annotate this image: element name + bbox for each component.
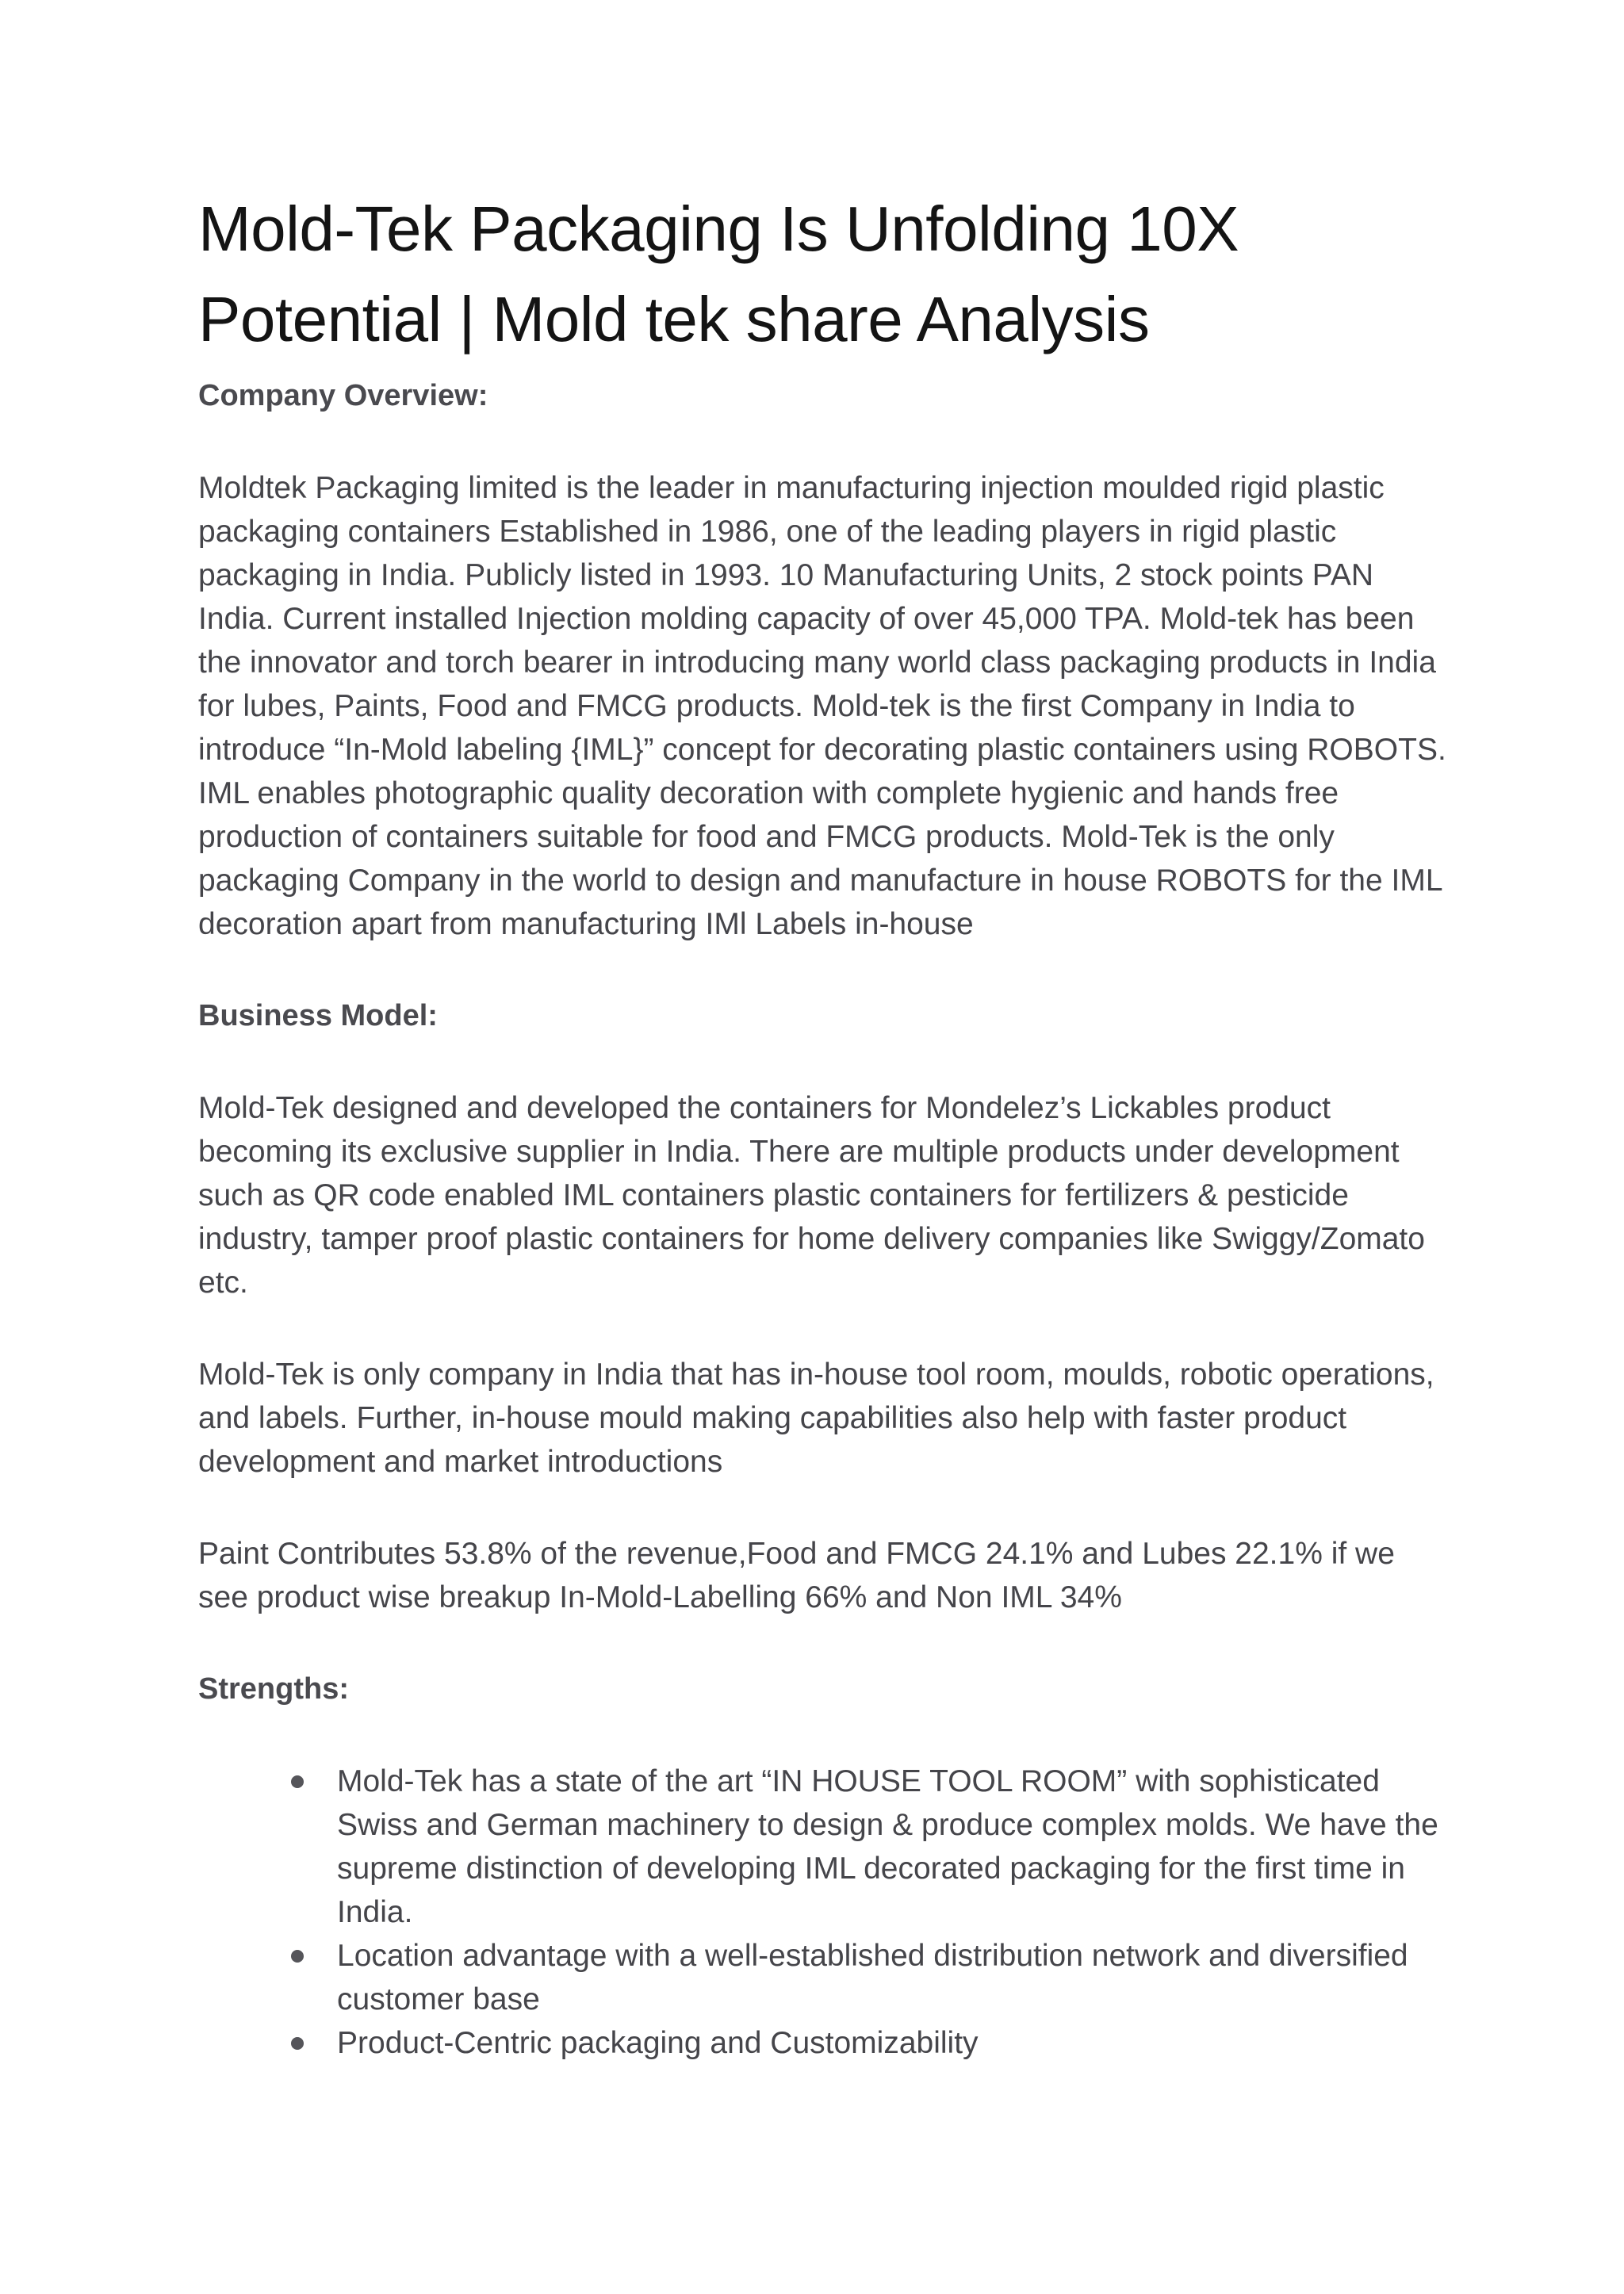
bullet-icon bbox=[291, 2037, 304, 2050]
business-model-paragraph: Mold-Tek designed and developed the containers for Mondelez’s Lickables product becoming its exclusive supplier in India. There are multiple products under development such as QR code enabled IML containers plastic containers for fertilizers & pesticide industry, tamper proof plastic containers for home delivery companies like Swiggy/Zomato etc. bbox=[198, 1091, 1425, 1300]
strengths-list bbox=[198, 1760, 1451, 2065]
list-item bbox=[337, 1934, 1451, 2021]
bullet-icon bbox=[291, 1775, 304, 1788]
document-title: Mold-Tek Packaging Is Unfolding 10X Potential | Mold tek share Analysis bbox=[198, 193, 1239, 354]
strengths-heading: Strengths: bbox=[198, 1672, 349, 1706]
bullet-icon bbox=[291, 1950, 304, 1963]
list-item bbox=[337, 2021, 1451, 2065]
document-page bbox=[198, 184, 1451, 2065]
business-model-paragraph: Mold-Tek is only company in India that has in-house tool room, moulds, robotic operations, and labels. Further, in-house mould making capabilities also help with faster product development and market introductions bbox=[198, 1358, 1434, 1479]
overview-heading: Company Overview: bbox=[198, 379, 488, 412]
list-item bbox=[337, 1760, 1451, 1934]
list-item-text: Location advantage with a well-established distribution network and diversified customer base bbox=[337, 1939, 1408, 2016]
list-item-text: Mold-Tek has a state of the art “IN HOUSE TOOL ROOM” with sophisticated Swiss and German machinery to design & produce complex molds. We have the supreme distinction of developing IML decorated packaging for the first time in India. bbox=[337, 1764, 1438, 1929]
overview-paragraph: Moldtek Packaging limited is the leader in manufacturing injection moulded rigid plastic packaging containers Established in 1986, one of the leading players in rigid plastic packaging in India. Publicly listed in 1993. 10 Manufacturing Units, 2 stock points PAN India. Current installed Injection molding capacity of over 45,000 TPA. Mold-tek has been the innovator and torch bearer in introducing many world class packaging products in India for lubes, Paints, Food and FMCG products. Mold-tek is the first Company in India to introduce “In-Mold labeling {IML}” concept for decorating plastic containers using ROBOTS. IML enables photographic quality decoration with complete hygienic and hands free production of containers suitable for food and FMCG products. Mold-Tek is the only packaging Company in the world to design and manufacture in house ROBOTS for the IML decoration apart from manufacturing IMl Labels in-house bbox=[198, 471, 1446, 941]
list-item-text: Product-Centric packaging and Customizability bbox=[337, 2026, 979, 2060]
business-model-heading: Business Model: bbox=[198, 999, 438, 1032]
business-model-paragraph: Paint Contributes 53.8% of the revenue,Food and FMCG 24.1% and Lubes 22.1% if we see product wise breakup In-Mold-Labelling 66% and Non IML 34% bbox=[198, 1537, 1395, 1614]
